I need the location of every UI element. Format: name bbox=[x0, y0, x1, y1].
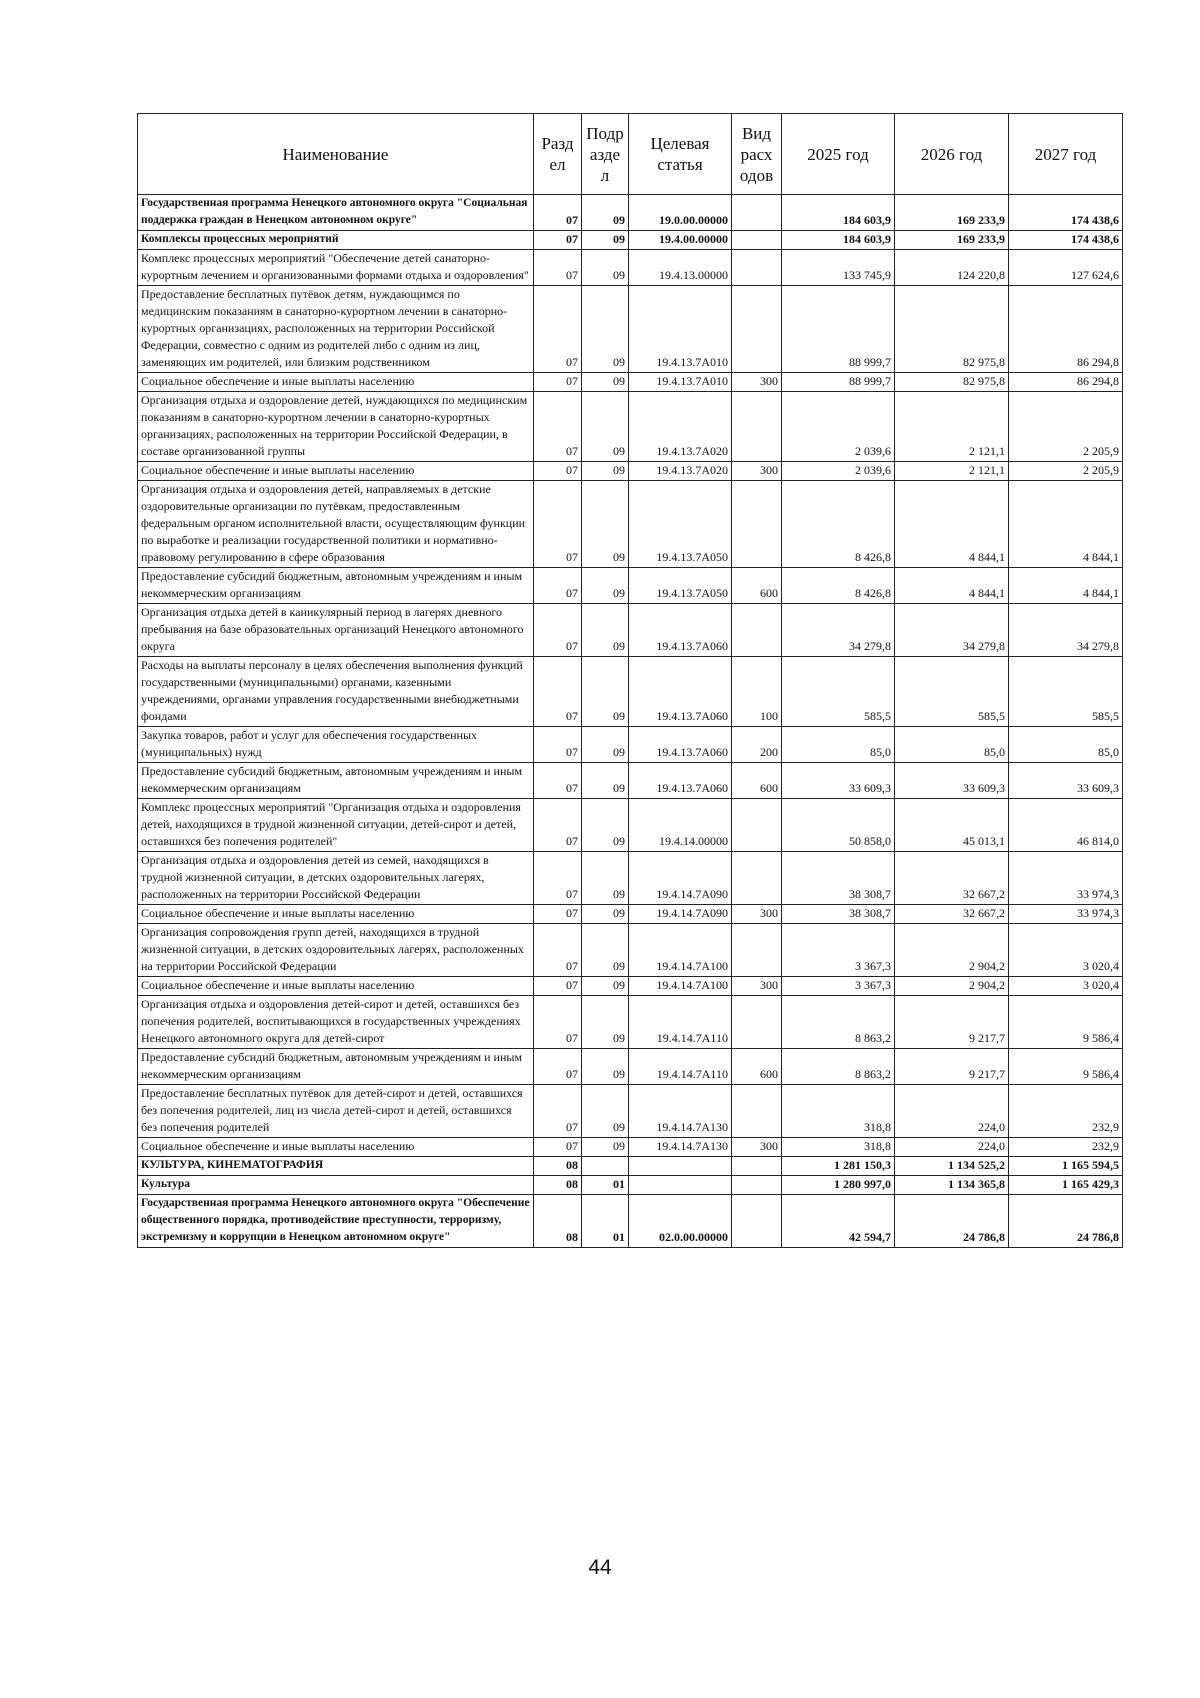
row-value-2026: 2 121,1 bbox=[895, 392, 1009, 462]
row-expense bbox=[732, 1157, 782, 1176]
row-value-2027: 46 814,0 bbox=[1009, 799, 1123, 852]
row-value-2025: 2 039,6 bbox=[782, 392, 895, 462]
row-value-2027: 33 974,3 bbox=[1009, 905, 1123, 924]
row-subsection: 09 bbox=[582, 250, 629, 286]
row-value-2027: 86 294,8 bbox=[1009, 373, 1123, 392]
row-value-2027: 232,9 bbox=[1009, 1085, 1123, 1138]
row-value-2027: 232,9 bbox=[1009, 1138, 1123, 1157]
row-value-2025: 1 281 150,3 bbox=[782, 1157, 895, 1176]
table-row bbox=[138, 568, 1123, 604]
row-value-2025: 34 279,8 bbox=[782, 604, 895, 657]
row-target: 19.4.14.7А130 bbox=[629, 1085, 732, 1138]
row-value-2027: 174 438,6 bbox=[1009, 231, 1123, 250]
header-2025: 2025 год bbox=[782, 114, 895, 195]
row-expense bbox=[732, 1195, 782, 1248]
row-expense bbox=[732, 231, 782, 250]
row-section: 07 bbox=[534, 250, 582, 286]
row-target: 19.4.14.7А110 bbox=[629, 1049, 732, 1085]
row-section: 07 bbox=[534, 462, 582, 481]
row-section: 07 bbox=[534, 1049, 582, 1085]
row-target: 19.4.13.7А060 bbox=[629, 604, 732, 657]
row-subsection: 01 bbox=[582, 1176, 629, 1195]
row-value-2025: 8 863,2 bbox=[782, 996, 895, 1049]
row-value-2027: 9 586,4 bbox=[1009, 996, 1123, 1049]
row-name: Социальное обеспечение и иные выплаты населению bbox=[138, 905, 534, 924]
row-value-2026: 169 233,9 bbox=[895, 195, 1009, 231]
row-value-2025: 184 603,9 bbox=[782, 195, 895, 231]
table-row bbox=[138, 231, 1123, 250]
row-expense bbox=[732, 1176, 782, 1195]
row-section: 08 bbox=[534, 1195, 582, 1248]
table-row bbox=[138, 1049, 1123, 1085]
row-name: Социальное обеспечение и иные выплаты населению bbox=[138, 373, 534, 392]
row-value-2025: 8 426,8 bbox=[782, 481, 895, 568]
row-expense bbox=[732, 250, 782, 286]
table-row bbox=[138, 286, 1123, 373]
row-section: 07 bbox=[534, 727, 582, 763]
row-target: 19.4.13.7А050 bbox=[629, 481, 732, 568]
row-value-2027: 127 624,6 bbox=[1009, 250, 1123, 286]
table-row bbox=[138, 250, 1123, 286]
row-value-2027: 1 165 429,3 bbox=[1009, 1176, 1123, 1195]
row-value-2027: 4 844,1 bbox=[1009, 568, 1123, 604]
row-value-2026: 32 667,2 bbox=[895, 852, 1009, 905]
table-row bbox=[138, 1138, 1123, 1157]
row-value-2027: 3 020,4 bbox=[1009, 924, 1123, 977]
row-name: Организация отдыха и оздоровление детей, нуждающихся по медицинским показаниям в санаторно-курортном лечении в санаторно-курортных организациях, расположенных на территории Российской Федерации, в составе организованной группы bbox=[138, 392, 534, 462]
row-expense: 300 bbox=[732, 905, 782, 924]
header-2026: 2026 год bbox=[895, 114, 1009, 195]
row-subsection: 09 bbox=[582, 657, 629, 727]
row-target: 19.4.14.7А090 bbox=[629, 852, 732, 905]
row-section: 07 bbox=[534, 924, 582, 977]
row-target: 19.4.13.7А020 bbox=[629, 462, 732, 481]
row-value-2026: 124 220,8 bbox=[895, 250, 1009, 286]
row-section: 08 bbox=[534, 1176, 582, 1195]
row-section: 07 bbox=[534, 231, 582, 250]
table-row bbox=[138, 977, 1123, 996]
table-row bbox=[138, 195, 1123, 231]
row-subsection: 09 bbox=[582, 852, 629, 905]
header-2027: 2027 год bbox=[1009, 114, 1123, 195]
row-expense bbox=[732, 996, 782, 1049]
row-value-2026: 32 667,2 bbox=[895, 905, 1009, 924]
row-value-2026: 2 121,1 bbox=[895, 462, 1009, 481]
row-name: Закупка товаров, работ и услуг для обеспечения государственных (муниципальных) нужд bbox=[138, 727, 534, 763]
row-name: Организация сопровождения групп детей, находящихся в трудной жизненной ситуации, в детских оздоровительных лагерях, расположенных на территории Российской Федерации bbox=[138, 924, 534, 977]
row-value-2026: 24 786,8 bbox=[895, 1195, 1009, 1248]
table-row bbox=[138, 852, 1123, 905]
row-value-2025: 318,8 bbox=[782, 1085, 895, 1138]
row-section: 07 bbox=[534, 568, 582, 604]
row-subsection: 09 bbox=[582, 996, 629, 1049]
row-section: 07 bbox=[534, 763, 582, 799]
table-row bbox=[138, 1195, 1123, 1248]
row-subsection: 09 bbox=[582, 462, 629, 481]
row-name: Предоставление бесплатных путёвок детям, нуждающимся по медицинским показаниям в санаторно-курортном лечении в санаторно-курортных организациях, расположенных на территории Российской Федерации, совместно с одним из родителей либо с одним из лиц, заменяющих им родителей, или близким родственником bbox=[138, 286, 534, 373]
row-expense bbox=[732, 604, 782, 657]
row-expense bbox=[732, 195, 782, 231]
row-value-2026: 2 904,2 bbox=[895, 977, 1009, 996]
row-section: 07 bbox=[534, 1085, 582, 1138]
row-value-2027: 33 974,3 bbox=[1009, 852, 1123, 905]
row-section: 07 bbox=[534, 996, 582, 1049]
row-subsection: 09 bbox=[582, 392, 629, 462]
row-value-2025: 88 999,7 bbox=[782, 286, 895, 373]
row-target: 19.0.00.00000 bbox=[629, 195, 732, 231]
row-value-2026: 82 975,8 bbox=[895, 373, 1009, 392]
header-section: Разд ел bbox=[534, 114, 582, 195]
row-target: 19.4.14.00000 bbox=[629, 799, 732, 852]
row-name: Предоставление субсидий бюджетным, автономным учреждениям и иным некоммерческим организациям bbox=[138, 1049, 534, 1085]
row-section: 07 bbox=[534, 604, 582, 657]
row-value-2025: 184 603,9 bbox=[782, 231, 895, 250]
row-expense: 200 bbox=[732, 727, 782, 763]
table-row bbox=[138, 657, 1123, 727]
row-value-2025: 2 039,6 bbox=[782, 462, 895, 481]
row-value-2027: 585,5 bbox=[1009, 657, 1123, 727]
row-expense bbox=[732, 481, 782, 568]
table-row bbox=[138, 1157, 1123, 1176]
row-section: 07 bbox=[534, 905, 582, 924]
row-subsection: 09 bbox=[582, 481, 629, 568]
row-subsection: 09 bbox=[582, 1138, 629, 1157]
row-expense: 600 bbox=[732, 763, 782, 799]
row-value-2027: 2 205,9 bbox=[1009, 462, 1123, 481]
table-row bbox=[138, 924, 1123, 977]
row-section: 07 bbox=[534, 373, 582, 392]
row-value-2027: 86 294,8 bbox=[1009, 286, 1123, 373]
header-name: Наименование bbox=[138, 114, 534, 195]
row-value-2025: 1 280 997,0 bbox=[782, 1176, 895, 1195]
row-value-2025: 88 999,7 bbox=[782, 373, 895, 392]
row-section: 07 bbox=[534, 286, 582, 373]
row-section: 07 bbox=[534, 195, 582, 231]
row-subsection: 09 bbox=[582, 924, 629, 977]
table-row bbox=[138, 392, 1123, 462]
table-row bbox=[138, 799, 1123, 852]
header-target: Целевая статья bbox=[629, 114, 732, 195]
page-number: 44 bbox=[588, 1556, 612, 1579]
row-value-2027: 1 165 594,5 bbox=[1009, 1157, 1123, 1176]
row-value-2025: 8 863,2 bbox=[782, 1049, 895, 1085]
row-value-2026: 585,5 bbox=[895, 657, 1009, 727]
row-section: 07 bbox=[534, 481, 582, 568]
row-value-2025: 42 594,7 bbox=[782, 1195, 895, 1248]
row-target: 19.4.13.7А010 bbox=[629, 373, 732, 392]
row-value-2026: 169 233,9 bbox=[895, 231, 1009, 250]
row-value-2025: 318,8 bbox=[782, 1138, 895, 1157]
row-target: 19.4.14.7А090 bbox=[629, 905, 732, 924]
row-value-2027: 34 279,8 bbox=[1009, 604, 1123, 657]
row-subsection bbox=[582, 1157, 629, 1176]
row-target: 19.4.13.7А010 bbox=[629, 286, 732, 373]
table-header-row bbox=[138, 114, 1123, 195]
table-row bbox=[138, 1176, 1123, 1195]
row-expense: 300 bbox=[732, 462, 782, 481]
row-value-2026: 2 904,2 bbox=[895, 924, 1009, 977]
row-section: 07 bbox=[534, 977, 582, 996]
row-target bbox=[629, 1176, 732, 1195]
header-expense: Вид расх одов bbox=[732, 114, 782, 195]
row-section: 07 bbox=[534, 799, 582, 852]
row-value-2026: 82 975,8 bbox=[895, 286, 1009, 373]
table-row bbox=[138, 1085, 1123, 1138]
row-name: Социальное обеспечение и иные выплаты населению bbox=[138, 1138, 534, 1157]
budget-table bbox=[137, 113, 1123, 1248]
row-name: Предоставление субсидий бюджетным, автономным учреждениям и иным некоммерческим организациям bbox=[138, 568, 534, 604]
row-expense bbox=[732, 392, 782, 462]
table-row bbox=[138, 996, 1123, 1049]
row-target: 19.4.14.7А130 bbox=[629, 1138, 732, 1157]
row-target: 19.4.13.7А060 bbox=[629, 763, 732, 799]
row-value-2025: 38 308,7 bbox=[782, 852, 895, 905]
row-target: 19.4.13.7А050 bbox=[629, 568, 732, 604]
row-value-2027: 4 844,1 bbox=[1009, 481, 1123, 568]
row-name: Организация отдыха и оздоровления детей-сирот и детей, оставшихся без попечения родителей, воспитывающихся в государственных учреждениях Ненецкого автономного округа для детей-сирот bbox=[138, 996, 534, 1049]
table-row bbox=[138, 604, 1123, 657]
row-target: 19.4.14.7А100 bbox=[629, 977, 732, 996]
row-section: 07 bbox=[534, 657, 582, 727]
row-section: 07 bbox=[534, 1138, 582, 1157]
row-expense bbox=[732, 924, 782, 977]
row-name: КУЛЬТУРА, КИНЕМАТОГРАФИЯ bbox=[138, 1157, 534, 1176]
row-value-2027: 2 205,9 bbox=[1009, 392, 1123, 462]
row-subsection: 01 bbox=[582, 1195, 629, 1248]
row-expense: 300 bbox=[732, 977, 782, 996]
row-expense: 300 bbox=[732, 1138, 782, 1157]
row-value-2025: 585,5 bbox=[782, 657, 895, 727]
row-name: Государственная программа Ненецкого автономного округа "Социальная поддержка граждан в Ненецком автономном округе" bbox=[138, 195, 534, 231]
row-expense bbox=[732, 852, 782, 905]
row-section: 07 bbox=[534, 852, 582, 905]
row-value-2027: 9 586,4 bbox=[1009, 1049, 1123, 1085]
row-name: Государственная программа Ненецкого автономного округа "Обеспечение общественного порядка, противодействие преступности, терроризму, экстремизму и коррупции в Ненецком автономном округе" bbox=[138, 1195, 534, 1248]
row-name: Комплексы процессных мероприятий bbox=[138, 231, 534, 250]
row-subsection: 09 bbox=[582, 799, 629, 852]
row-target: 19.4.13.7А020 bbox=[629, 392, 732, 462]
row-target: 19.4.13.7А060 bbox=[629, 727, 732, 763]
row-target: 19.4.13.7А060 bbox=[629, 657, 732, 727]
table-row bbox=[138, 905, 1123, 924]
row-value-2025: 133 745,9 bbox=[782, 250, 895, 286]
row-expense bbox=[732, 799, 782, 852]
row-subsection: 09 bbox=[582, 1085, 629, 1138]
row-expense: 100 bbox=[732, 657, 782, 727]
row-subsection: 09 bbox=[582, 1049, 629, 1085]
row-subsection: 09 bbox=[582, 286, 629, 373]
row-value-2027: 33 609,3 bbox=[1009, 763, 1123, 799]
table-row bbox=[138, 373, 1123, 392]
row-subsection: 09 bbox=[582, 231, 629, 250]
row-expense bbox=[732, 286, 782, 373]
row-target bbox=[629, 1157, 732, 1176]
row-name: Комплекс процессных мероприятий "Организация отдыха и оздоровления детей, находящихся в трудной жизненной ситуации, детей-сирот и детей, оставшихся без попечения родителей" bbox=[138, 799, 534, 852]
row-name: Предоставление субсидий бюджетным, автономным учреждениям и иным некоммерческим организациям bbox=[138, 763, 534, 799]
row-name: Организация отдыха и оздоровления детей, направляемых в детские оздоровительные организации по путёвкам, предоставленным федеральным органом исполнительной власти, осуществляющим функции по выработке и реализации государственной политики и нормативно-правовому регулированию в сфере образования bbox=[138, 481, 534, 568]
row-target: 19.4.00.00000 bbox=[629, 231, 732, 250]
row-subsection: 09 bbox=[582, 568, 629, 604]
row-name: Расходы на выплаты персоналу в целях обеспечения выполнения функций государственными (муниципальными) органами, казенными учреждениями, органами управления государственными внебюджетными фондами bbox=[138, 657, 534, 727]
row-subsection: 09 bbox=[582, 604, 629, 657]
row-subsection: 09 bbox=[582, 905, 629, 924]
table-row bbox=[138, 462, 1123, 481]
row-value-2026: 224,0 bbox=[895, 1085, 1009, 1138]
row-value-2025: 33 609,3 bbox=[782, 763, 895, 799]
row-value-2025: 38 308,7 bbox=[782, 905, 895, 924]
row-value-2026: 45 013,1 bbox=[895, 799, 1009, 852]
row-expense bbox=[732, 1085, 782, 1138]
row-expense: 300 bbox=[732, 373, 782, 392]
row-value-2026: 1 134 525,2 bbox=[895, 1157, 1009, 1176]
row-value-2026: 1 134 365,8 bbox=[895, 1176, 1009, 1195]
row-value-2025: 8 426,8 bbox=[782, 568, 895, 604]
row-value-2027: 3 020,4 bbox=[1009, 977, 1123, 996]
row-value-2026: 4 844,1 bbox=[895, 568, 1009, 604]
table-row bbox=[138, 763, 1123, 799]
row-name: Комплекс процессных мероприятий "Обеспечение детей санаторно-курортным лечением и организованными формами отдыха и оздоровления" bbox=[138, 250, 534, 286]
row-value-2027: 174 438,6 bbox=[1009, 195, 1123, 231]
row-value-2026: 4 844,1 bbox=[895, 481, 1009, 568]
row-section: 08 bbox=[534, 1157, 582, 1176]
row-subsection: 09 bbox=[582, 195, 629, 231]
row-name: Социальное обеспечение и иные выплаты населению bbox=[138, 462, 534, 481]
row-target: 19.4.13.00000 bbox=[629, 250, 732, 286]
row-value-2027: 24 786,8 bbox=[1009, 1195, 1123, 1248]
row-subsection: 09 bbox=[582, 763, 629, 799]
table-body bbox=[138, 195, 1123, 1248]
row-target: 19.4.14.7А110 bbox=[629, 996, 732, 1049]
header-subsection: Подр азде л bbox=[582, 114, 629, 195]
row-value-2025: 3 367,3 bbox=[782, 924, 895, 977]
row-subsection: 09 bbox=[582, 373, 629, 392]
row-value-2026: 33 609,3 bbox=[895, 763, 1009, 799]
row-value-2026: 85,0 bbox=[895, 727, 1009, 763]
row-value-2026: 34 279,8 bbox=[895, 604, 1009, 657]
row-target: 19.4.14.7А100 bbox=[629, 924, 732, 977]
row-subsection: 09 bbox=[582, 977, 629, 996]
row-target: 02.0.00.00000 bbox=[629, 1195, 732, 1248]
row-name: Организация отдыха и оздоровления детей из семей, находящихся в трудной жизненной ситуации, в детских оздоровительных лагерях, расположенных на территории Российской Федерации bbox=[138, 852, 534, 905]
row-value-2026: 9 217,7 bbox=[895, 1049, 1009, 1085]
row-value-2026: 9 217,7 bbox=[895, 996, 1009, 1049]
row-name: Предоставление бесплатных путёвок для детей-сирот и детей, оставшихся без попечения родителей, лиц из числа детей-сирот и детей, оставшихся без попечения родителей bbox=[138, 1085, 534, 1138]
row-name: Культура bbox=[138, 1176, 534, 1195]
row-expense: 600 bbox=[732, 568, 782, 604]
row-value-2026: 224,0 bbox=[895, 1138, 1009, 1157]
row-value-2025: 85,0 bbox=[782, 727, 895, 763]
row-section: 07 bbox=[534, 392, 582, 462]
table-row bbox=[138, 727, 1123, 763]
row-value-2027: 85,0 bbox=[1009, 727, 1123, 763]
row-value-2025: 3 367,3 bbox=[782, 977, 895, 996]
row-subsection: 09 bbox=[582, 727, 629, 763]
table-row bbox=[138, 481, 1123, 568]
row-name: Организация отдыха детей в каникулярный период в лагерях дневного пребывания на базе образовательных организаций Ненецкого автономного округа bbox=[138, 604, 534, 657]
row-name: Социальное обеспечение и иные выплаты населению bbox=[138, 977, 534, 996]
row-expense: 600 bbox=[732, 1049, 782, 1085]
row-value-2025: 50 858,0 bbox=[782, 799, 895, 852]
